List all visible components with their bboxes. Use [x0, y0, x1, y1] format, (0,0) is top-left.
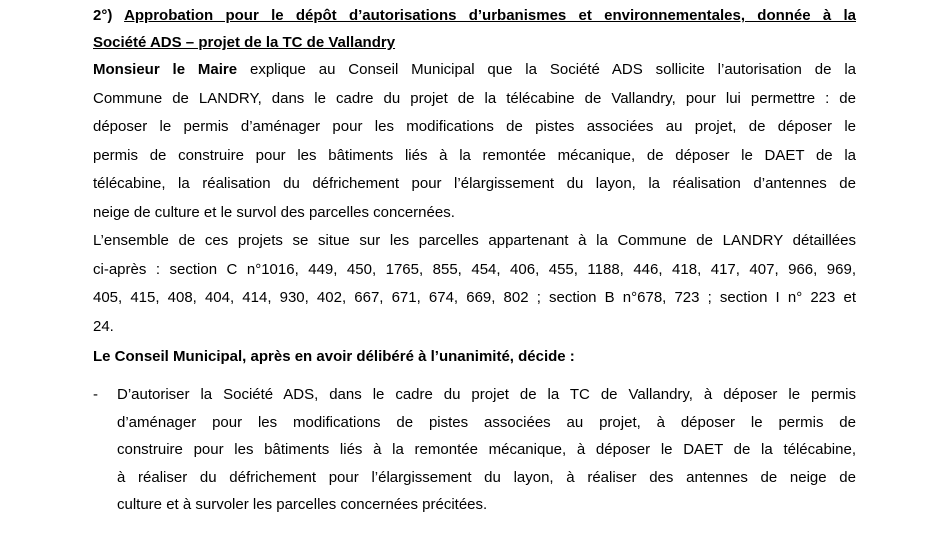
- text-line: 405, 415, 408, 404, 414, 930, 402, 667, 671, 674, 669, 802 ; section B n°678, 723 ; section I n° 223 et: [93, 289, 856, 306]
- text-line: culture et à survoler les parcelles concernées précitées.: [117, 496, 488, 513]
- section-heading-line-1: [93, 2, 856, 29]
- decision-heading: [93, 343, 856, 371]
- text-line: neige de culture et le survol des parcelles concernées.: [93, 203, 455, 221]
- text-line: télécabine, la réalisation du défrichement pour l’élargissement du layon, la réalisation d’antennes de: [93, 175, 856, 192]
- speaker-name: Monsieur le Maire: [93, 61, 238, 78]
- text-line: D’autoriser la Société ADS, dans le cadre du projet de la TC de Vallandry, à déposer le permis: [117, 386, 856, 403]
- text-line: L’ensemble de ces projets se situe sur les parcelles appartenant à la Commune de LANDRY détaillées: [93, 232, 856, 249]
- bullet-dash-marker: -: [93, 386, 98, 403]
- text-line: d’aménager pour les modifications de pistes associées au projet, à déposer le permis de: [117, 413, 856, 431]
- section-number: 2°): [93, 7, 125, 24]
- text-line: à réaliser du défrichement pour l’élargissement du layon, à réaliser des antennes de neige de: [117, 468, 856, 486]
- text-segment: explique au Conseil Municipal que la Société ADS sollicite l’autorisation de la: [237, 61, 856, 78]
- text-line: permis de construire pour les bâtiments liés à la remontée mécanique, de déposer le DAET de la: [93, 146, 856, 164]
- section-title-part-1: Approbation pour le dépôt d’autorisations d’urbanismes et environnementales, donnée à la: [124, 7, 857, 24]
- section-title-part-2: Société ADS – projet de la TC de Vallandry: [93, 34, 396, 51]
- text-line: 24.: [93, 317, 114, 335]
- text-line: déposer le permis d’aménager pour les modifications de pistes associées au projet, de déposer le: [93, 118, 856, 135]
- text-line: construire pour les bâtiments liés à la remontée mécanique, à déposer le DAET de la télécabine,: [117, 441, 856, 458]
- paragraph-parcels-list: [93, 227, 856, 341]
- text-line: [93, 56, 856, 85]
- decision-heading-text: Le Conseil Municipal, après en avoir délibéré à l’unanimité, décide :: [93, 348, 575, 365]
- bullet-text: [117, 381, 856, 519]
- section-heading-line-2: [93, 29, 856, 56]
- decision-bullet-item: [93, 381, 856, 519]
- text-line: Commune de LANDRY, dans le cadre du projet de la télécabine de Vallandry, pour lui permettre : de: [93, 89, 856, 107]
- section-heading: [93, 2, 856, 56]
- paragraph-mayor-explanation: [93, 56, 856, 227]
- text-line: ci-après : section C n°1016, 449, 450, 1765, 855, 454, 406, 455, 1188, 446, 418, 417, 407, 966, 969,: [93, 260, 856, 278]
